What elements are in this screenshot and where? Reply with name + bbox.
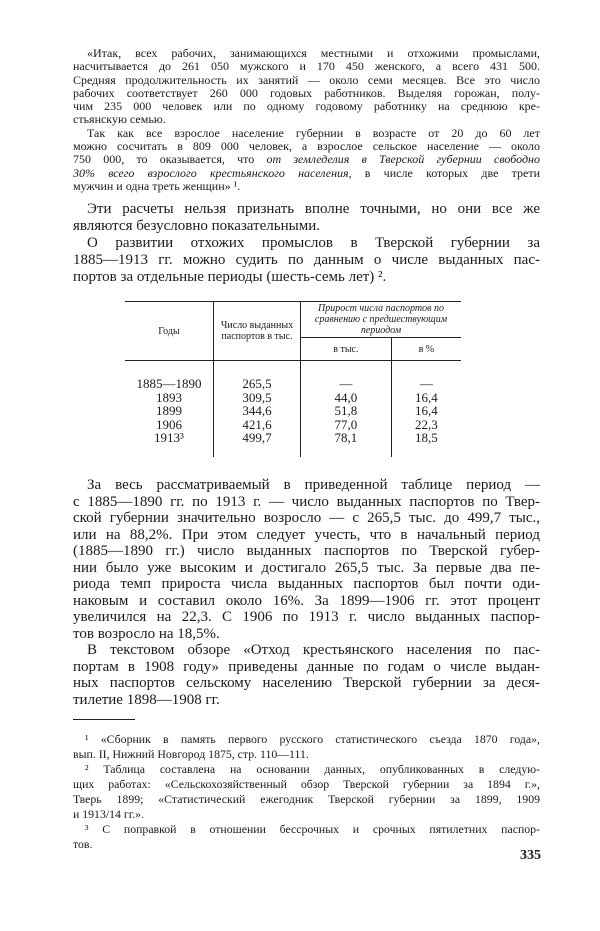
text-line: ² Таблица составлена на основании данных, опубликованных в следую- xyxy=(85,762,540,776)
text-line: В текстовом обзоре «Отход крестьянского населения по пас- xyxy=(87,642,540,658)
cell-issued: 421,6 xyxy=(214,418,301,432)
text-line: с 1885—1890 гг. по 1913 г. — число выданных паспортов по Твер- xyxy=(73,493,540,510)
text-line: Средняя продолжительность их занятий — около семи месяцев. Все это число xyxy=(73,72,540,87)
text-line: можно сосчитать в 809 000 человек, а взрослое сельское население — около xyxy=(73,139,540,154)
cell-year: 1885—1890 xyxy=(136,376,202,391)
text-line: рабочих соответствует 260 000 годовых работников. Выделяя горожан, полу- xyxy=(73,85,540,100)
table-row xyxy=(125,391,461,405)
text-line xyxy=(73,167,540,180)
text-line: портов за отдельные периоды (шесть-семь лет) ². xyxy=(73,269,387,285)
table-row xyxy=(125,361,461,391)
text-line: тов. xyxy=(73,837,93,851)
header-growth-pct: в % xyxy=(391,338,461,361)
text-line: (1885—1890 гг.) число выданных паспортов по Тверской губер- xyxy=(73,543,540,559)
text-line: ¹ «Сборник в память первого русского статистического съезда 1870 года», xyxy=(85,732,540,746)
cell-year: 1913³ xyxy=(154,430,184,446)
italic-segment: от земледелия в Тверской губернии свободно xyxy=(266,152,540,167)
header-issued: Число выданных паспортов в тыс. xyxy=(214,302,301,361)
text-line: насчитывается до 261 050 мужского и 170 450 женского, а всего 431 500. xyxy=(73,59,540,74)
header-years: Годы xyxy=(125,302,214,361)
text-line: увеличился на 22,3. С 1906 по 1913 г. число выданных паспор- xyxy=(73,609,540,625)
text-line: щих работах: «Сельскохозяйственный обзор Тверской губернии за 1894 г.», xyxy=(73,777,540,791)
cell-abs: 77,0 xyxy=(301,418,392,432)
cell-pct: 18,5 xyxy=(391,431,461,457)
cell-pct: — xyxy=(391,361,461,391)
text-line: мужчин и одна треть женщин» ¹. xyxy=(73,178,241,193)
text-line: являются безусловно показательными. xyxy=(73,218,320,234)
text-line: За весь рассматриваемый в приведенной таблице период — xyxy=(87,477,540,493)
text-line: ных паспортов сельскому населению Тверской губернии за деся- xyxy=(73,675,540,691)
cell-issued: 344,6 xyxy=(214,404,301,418)
cell-pct: 16,4 xyxy=(391,391,461,405)
text-line: нии было уже высоким и достигало 265,5 тыс. За первые два пе- xyxy=(73,559,540,576)
quoted-passage xyxy=(73,47,540,193)
cell-issued: 265,5 xyxy=(214,361,301,391)
text-line: стьянскую семью. xyxy=(73,112,166,127)
page-number: 335 xyxy=(520,848,541,863)
text-line: «Итак, всех рабочих, занимающихся местными и отхожими промыслами, xyxy=(87,46,540,60)
text-line: чим 235 000 человек или по одному годовому работнику на среднюю кре- xyxy=(73,99,540,114)
body-text-analysis xyxy=(73,477,540,708)
cell-abs: 44,0 xyxy=(301,391,392,405)
text-line: или на 88,2%. При этом следует учесть, что в начальный период xyxy=(73,526,540,543)
text-line: наковым и составил около 16%. За 1899—1906 гг. этот процент xyxy=(73,592,540,609)
text-line: 1885—1913 гг. можно судить по данным о числе выданных пас- xyxy=(73,252,540,268)
text-line: ³ С поправкой в отношении бессрочных и срочных пятилетних паспор- xyxy=(85,822,540,836)
footnote-divider xyxy=(73,719,135,720)
text-line xyxy=(73,153,540,166)
cell-abs: 78,1 xyxy=(301,431,392,457)
cell-pct: 22,3 xyxy=(391,418,461,432)
text-line: Эти расчеты нельзя признать вполне точными, но они все же xyxy=(87,201,540,217)
body-text-intro xyxy=(73,201,540,286)
text-line: и 1913/14 гг.». xyxy=(73,807,145,821)
header-growth: Прирост числа паспортов по сравнению с предшествующим периодом xyxy=(301,302,462,338)
text-line: О развитии отхожих промыслов в Тверской губернии за xyxy=(87,235,540,251)
text-line: ской губернии значительно возросло — с 265,5 тыс. до 499,7 тыс., xyxy=(73,510,540,526)
cell-year: 1899 xyxy=(156,403,182,419)
text-segment: , в числе которых две трети xyxy=(348,165,540,180)
text-segment: 750 000, то оказывается, что xyxy=(73,152,267,167)
passports-table xyxy=(125,301,461,457)
cell-pct: 16,4 xyxy=(391,404,461,418)
text-line: тов возросло на 18,5%. xyxy=(73,625,220,642)
text-line: вып. II, Нижний Новгород 1875, стр. 110—111. xyxy=(73,747,309,761)
header-growth-abs: в тыс. xyxy=(301,338,392,361)
cell-year: 1893 xyxy=(156,389,182,405)
cell-year: 1906 xyxy=(156,416,182,432)
footnotes xyxy=(73,732,540,852)
cell-abs: 51,8 xyxy=(301,404,392,418)
text-line: тилетие 1898—1908 гг. xyxy=(73,691,220,708)
italic-segment: 30% всего взрослого крестьянского населения xyxy=(73,165,349,180)
text-line: Тверь 1899; «Статистический ежегодник Тверской губернии за 1899, 1909 xyxy=(73,792,540,806)
table-row xyxy=(125,404,461,418)
text-line: Так как все взрослое население губернии в возрасте от 20 до 60 лет xyxy=(87,125,540,140)
cell-abs: — xyxy=(301,361,392,391)
table-row xyxy=(125,431,461,457)
text-line: риода темп прироста числа выданных паспортов был почти оди- xyxy=(73,576,540,592)
table-row xyxy=(125,418,461,432)
text-line: портам в 1908 году» приведены данные по годам о числе выдан- xyxy=(73,658,540,675)
cell-issued: 309,5 xyxy=(214,391,301,405)
cell-issued: 499,7 xyxy=(214,431,301,457)
